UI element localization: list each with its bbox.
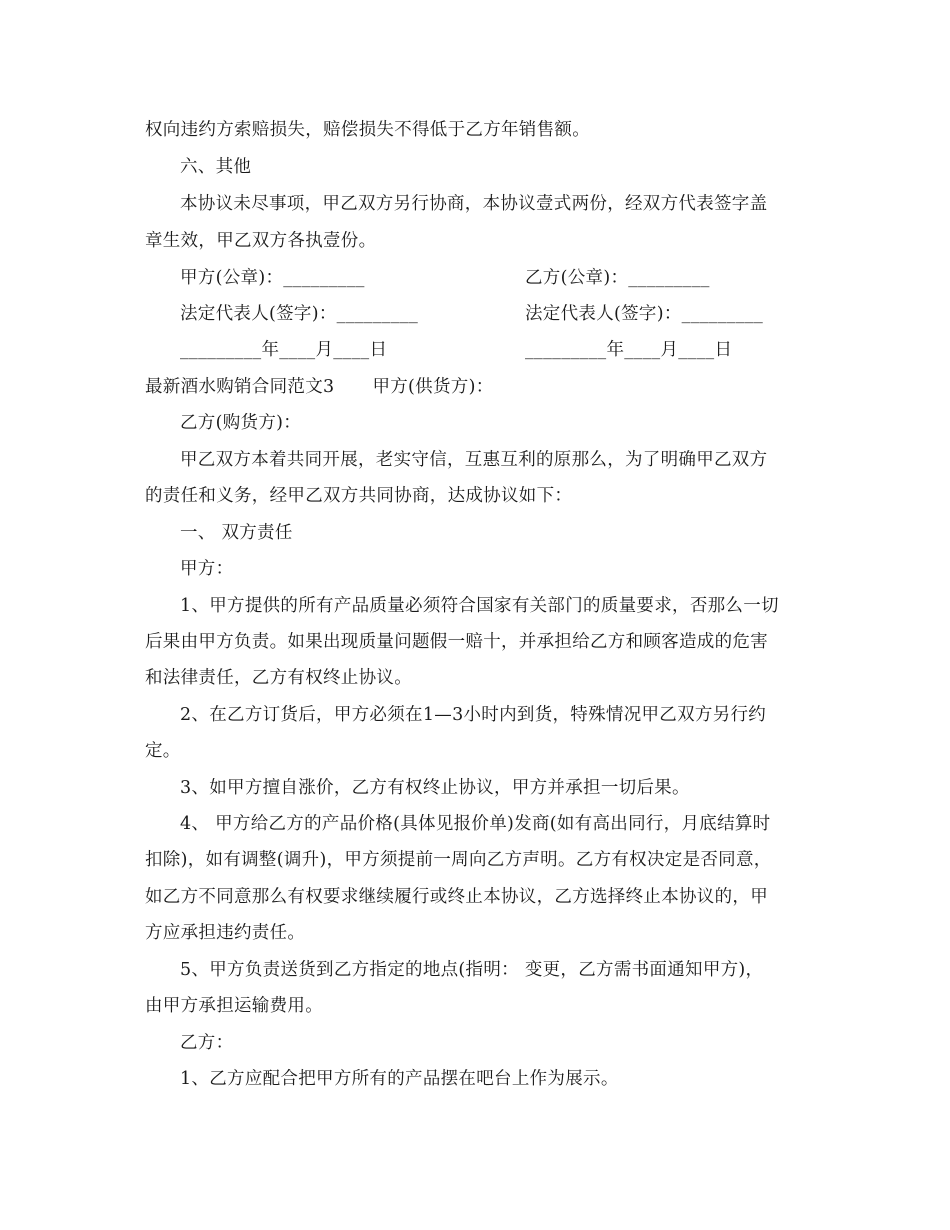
text-line: 甲乙双方本着共同开展，老实守信，互惠互利的原那么，为了明确甲乙双方 — [180, 450, 768, 470]
text-line: 5、甲方负责送货到乙方指定的地点(指明： 变更，乙方需书面通知甲方)， — [180, 960, 764, 980]
text-line: 扣除)，如有调整(调升)，甲方须提前一周向乙方声明。乙方有权决定是否同意， — [145, 850, 772, 870]
text-line: 权向违约方索赔损失，赔偿损失不得低于乙方年销售额。 — [145, 120, 590, 140]
text-line: 和法律责任，乙方有权终止协议。 — [145, 668, 412, 688]
text-line: 4、 甲方给乙方的产品价格(具体见报价单)发商(如有高出同行，月底结算时 — [180, 814, 771, 834]
party-b-representative-field: 法定代表人(签字)：_________ — [525, 304, 764, 324]
text-line: 3、如甲方擅自涨价，乙方有权终止协议，甲方并承担一切后果。 — [180, 778, 690, 798]
party-b-date-field: _________年____月____日 — [525, 340, 733, 360]
text-line: 1、甲方提供的所有产品质量必须符合国家有关部门的质量要求，否那么一切 — [180, 596, 779, 616]
party-a-date-field: _________年____月____日 — [180, 340, 388, 360]
text-line: 的责任和义务，经甲乙双方共同协商，达成协议如下： — [145, 486, 573, 506]
text-line: 章生效，甲乙双方各执壹份。 — [145, 231, 377, 251]
section-heading: 一、 双方责任 — [180, 523, 293, 543]
text-line: 1、乙方应配合把甲方所有的产品摆在吧台上作为展示。 — [180, 1069, 619, 1089]
text-line: 2、在乙方订货后，甲方必须在1—3小时内到货，特殊情况甲乙双方另行约 — [180, 705, 767, 725]
contract-title: 最新酒水购销合同范文3 — [145, 377, 335, 397]
text-line: 如乙方不同意那么有权要求继续履行或终止本协议，乙方选择终止本协议的，甲 — [145, 887, 768, 907]
party-a-representative-field: 法定代表人(签字)：_________ — [180, 304, 419, 324]
contract-title-line — [145, 375, 805, 399]
party-a-seal-field: 甲方(公章)：_________ — [180, 268, 365, 288]
party-b-seal-field: 乙方(公章)：_________ — [525, 268, 710, 288]
party-heading: 乙方： — [180, 1033, 234, 1053]
text-line: 后果由甲方负责。如果出现质量问题假一赔十，并承担给乙方和顾客造成的危害 — [145, 632, 768, 652]
text-line: 由甲方承担运输费用。 — [145, 996, 323, 1016]
supplier-label: 甲方(供货方)： — [372, 377, 494, 397]
party-heading: 甲方： — [180, 559, 234, 579]
text-line: 方应承担违约责任。 — [145, 923, 306, 943]
section-heading: 六、其他 — [180, 157, 252, 177]
text-line: 定。 — [145, 741, 181, 761]
text-line: 本协议未尽事项，甲乙双方另行协商，本协议壹式两份，经双方代表签字盖 — [180, 194, 768, 214]
buyer-label: 乙方(购货方)： — [180, 413, 302, 433]
